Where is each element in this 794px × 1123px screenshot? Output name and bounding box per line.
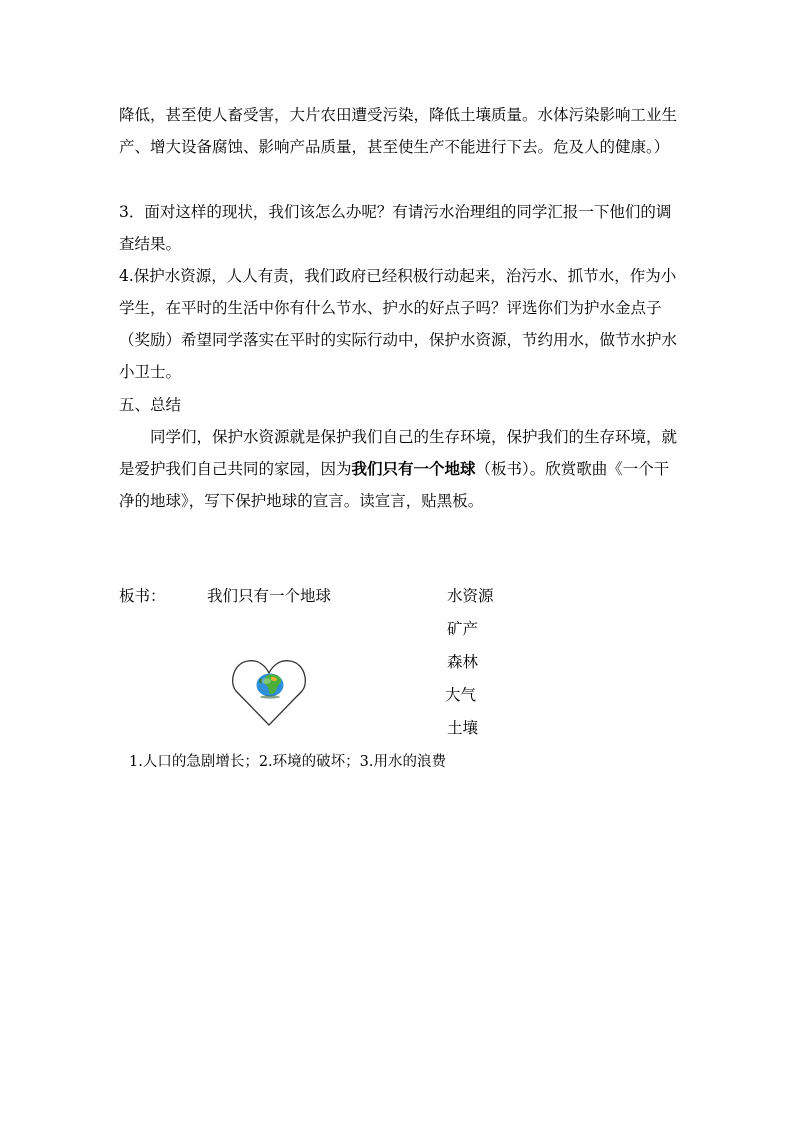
resource-item: 大气	[445, 686, 477, 704]
section-heading-summary: 五、总结	[119, 396, 182, 414]
resource-item: 森林	[447, 653, 479, 671]
resource-item: 土壤	[447, 719, 479, 737]
paragraph-summary	[119, 421, 679, 517]
paragraph-water-pollution-effects: 降低，甚至使人畜受害，大片农田遭受污染，降低土壤质量。水体污染影响工业生产、增大设备腐蚀、影响产品质量，甚至使生产不能进行下去。危及人的健康。）	[119, 106, 678, 156]
summary-text-after: （板书）。欣赏歌曲《一个干净的地球》，写下保护地球的宣言。读宣言，贴黑板。	[119, 460, 670, 510]
board-causes: 1.人口的急剧增长；2.环境的破坏；3.用水的浪费	[129, 754, 447, 770]
summary-text-before: 同学们，保护水资源就是保护我们自己的生存环境，保护我们的生存环境，就是爱护我们自己共同的家园，因为	[119, 428, 678, 478]
resource-item: 矿产	[447, 620, 479, 638]
resource-item: 水资源	[447, 587, 494, 605]
paragraph-step-3: 3．面对这样的现状，我们该怎么办呢？有请污水治理组的同学汇报一下他们的调查结果。	[119, 203, 672, 253]
board-label: 板书：	[119, 587, 166, 605]
heart-earth-icon	[232, 657, 306, 727]
board-title: 我们只有一个地球	[207, 587, 332, 605]
summary-text-bold: 我们只有一个地球	[351, 459, 476, 478]
paragraph-step-4: 4.保护水资源，人人有责，我们政府已经积极行动起来，治污水、抓节水，作为小学生，在平时的生活中你有什么节水、护水的好点子吗？评选你们为护水金点子（奖励）希望同学落实在平时的实际行动中，保护水资源，节约用水，做节水护水小卫士。	[119, 267, 678, 381]
resource-list	[445, 586, 525, 751]
